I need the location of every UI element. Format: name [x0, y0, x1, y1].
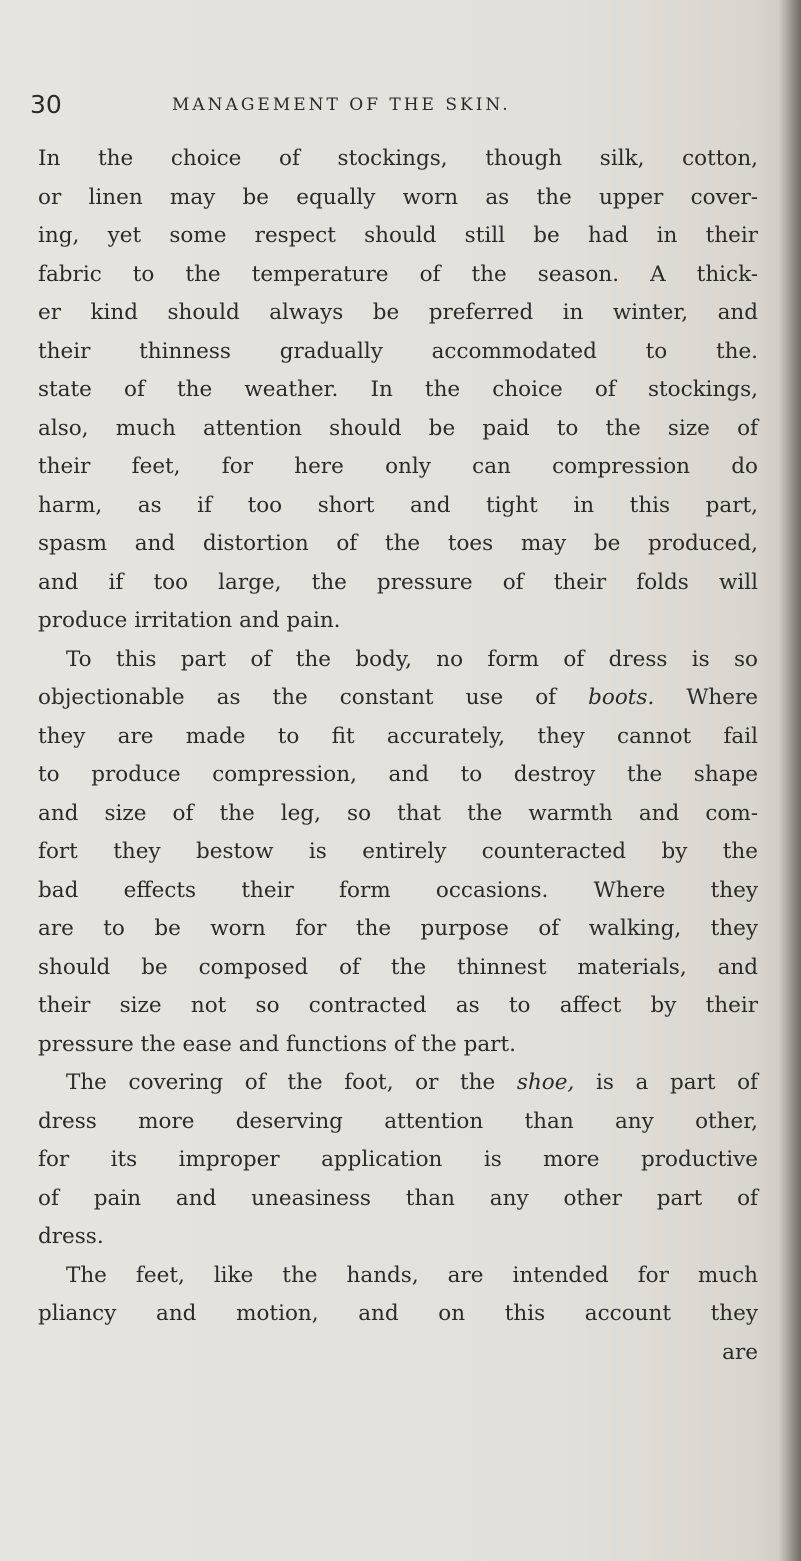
text-line: or linen may be equally worn as the upper cover-	[38, 184, 758, 210]
paragraph-start-line	[38, 1064, 758, 1103]
text-line: er kind should always be preferred in winter, and	[38, 300, 758, 325]
text-line: spasm and distortion of the toes may be produced,	[38, 531, 758, 556]
text-fragment: is a part of	[595, 1070, 759, 1095]
text-line: pliancy and motion, and on this account they	[38, 1301, 758, 1326]
text-fragment: Where	[686, 685, 758, 710]
text-line: their feet, for here only can compression do	[38, 454, 758, 479]
text-fragment: objectionable as the constant use of	[38, 685, 557, 710]
text-line: they are made to fit accurately, they cannot fail	[38, 723, 758, 749]
text-line: for its improper application is more productive	[38, 1147, 758, 1172]
text-line: their thinness gradually accommodated to the.	[38, 338, 758, 364]
text-line: pressure the ease and functions of the part.	[38, 1031, 516, 1057]
text-line: dress.	[38, 1224, 104, 1249]
text-line: fort they bestow is entirely counteracted by the	[38, 839, 758, 864]
running-title: MANAGEMENT OF THE SKIN.	[172, 95, 511, 115]
text-line: should be composed of the thinnest materials, and	[38, 954, 758, 980]
text-line: In the choice of stockings, though silk, cotton,	[38, 146, 758, 171]
text-line: and size of the leg, so that the warmth and com-	[38, 800, 758, 826]
catchword: are	[722, 1339, 758, 1365]
italic-word-shoe: shoe,	[516, 1070, 575, 1095]
text-line: dress more deserving attention than any other,	[38, 1108, 758, 1134]
text-line: also, much attention should be paid to the size of	[38, 415, 758, 441]
text-line: produce irritation and pain.	[38, 608, 341, 633]
text-line: and if too large, the pressure of their folds will	[38, 569, 758, 595]
text-line: harm, as if too short and tight in this part,	[38, 492, 758, 518]
text-line: are to be worn for the purpose of walking, they	[38, 916, 758, 941]
text-line: state of the weather. In the choice of stockings,	[38, 377, 758, 402]
body-text	[38, 140, 758, 1372]
text-fragment: To this part of the body, no form of dress is so	[66, 646, 758, 672]
text-line: bad effects their form occasions. Where they	[38, 877, 758, 903]
text-line: their size not so contracted as to affect by their	[38, 993, 758, 1018]
italic-word-boots: boots.	[588, 685, 655, 710]
page-header	[30, 90, 760, 130]
text-line: fabric to the temperature of the season. A thick-	[38, 261, 758, 287]
paragraph-start-line	[38, 641, 758, 680]
text-line: to produce compression, and to destroy the shape	[38, 762, 758, 787]
text-line: ing, yet some respect should still be had in their	[38, 223, 758, 248]
text-line	[38, 679, 758, 718]
text-line: of pain and uneasiness than any other part of	[38, 1185, 758, 1211]
paragraph-start-line: The feet, like the hands, are intended for much	[66, 1262, 758, 1288]
text-fragment: The covering of the foot, or the	[66, 1070, 496, 1095]
book-spine-edge	[779, 0, 801, 1561]
page-number: 30	[30, 90, 62, 119]
